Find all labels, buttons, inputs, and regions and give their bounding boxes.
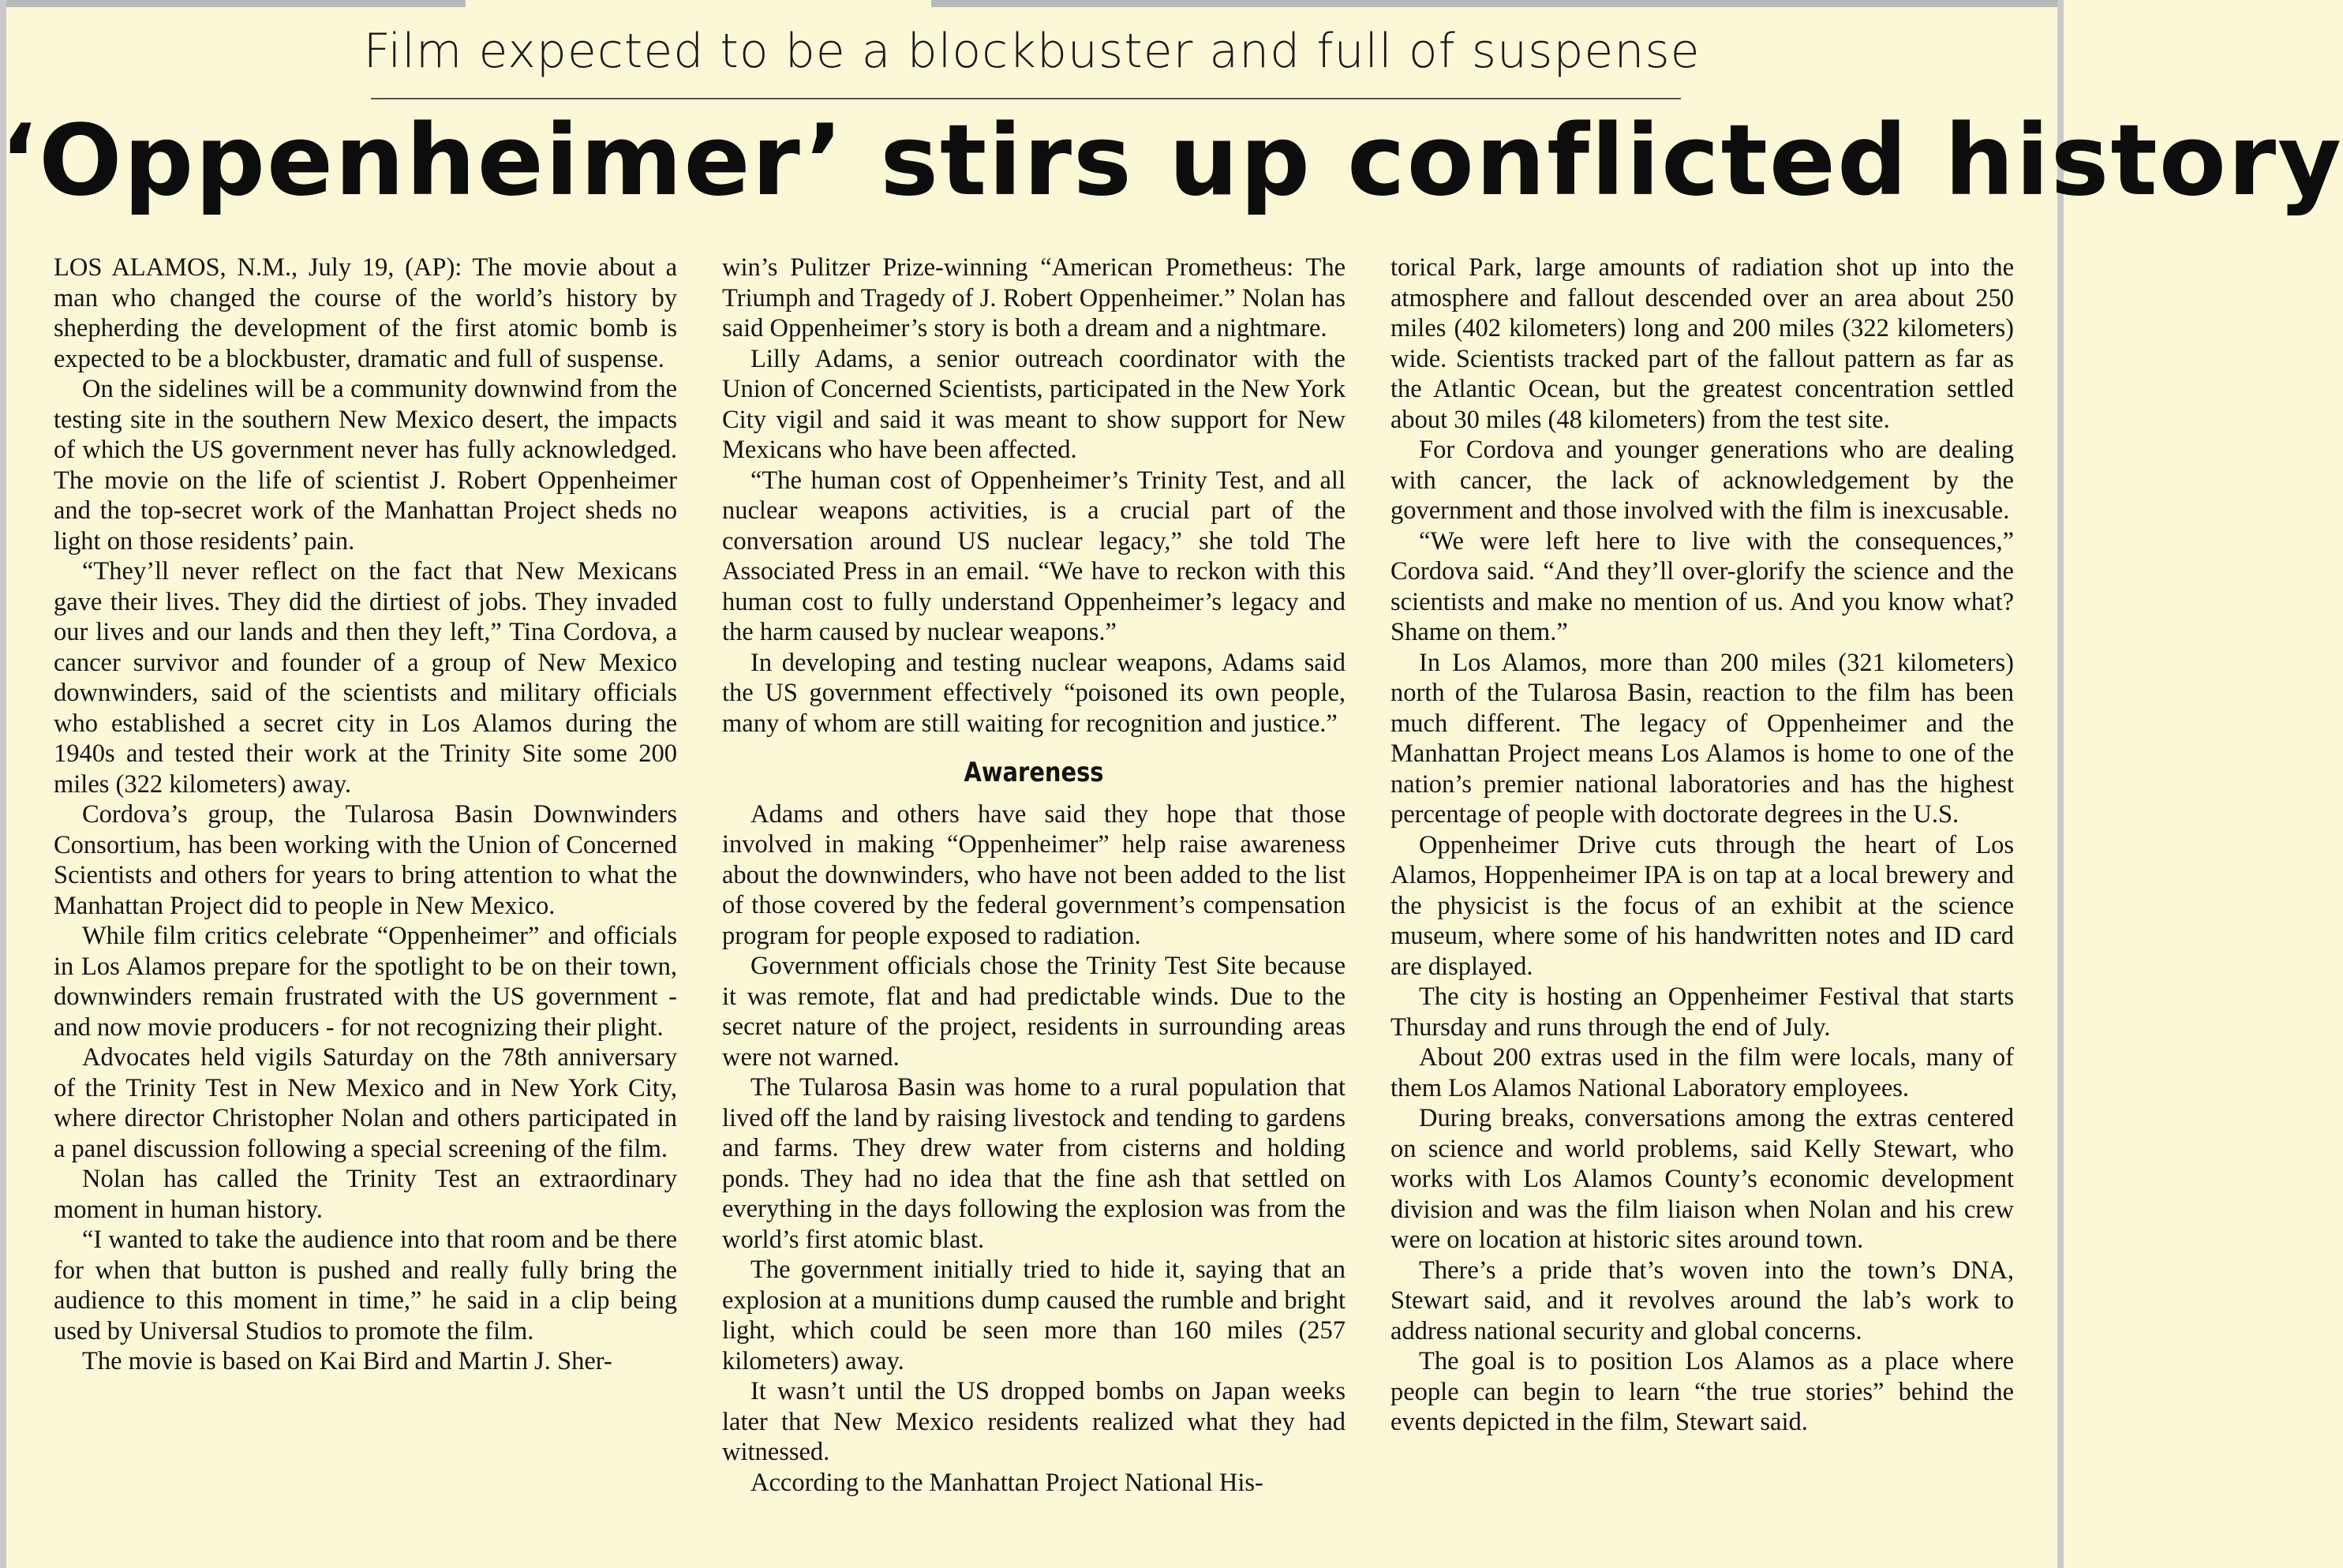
paragraph: During breaks, conversations among the extras centered on science and world problems, said Kelly Stewart, who works with Los Alamos County’s economic development division and was the film liaison when Nolan and his crew were on location at historic sites around town. [1390, 1104, 2014, 1254]
paragraph: The government initially tried to hide it, saying that an explosion at a munitions dump caused the rumble and bright light, which could be seen more than 160 miles (257 kilometers) away. [722, 1256, 1346, 1375]
paragraph: For Cordova and younger generations who are dealing with cancer, the lack of acknowledgement by the government and those involved with the film is inexcusable. [1390, 436, 2014, 525]
main-headline: ‘Oppenheimer’ stirs up conflicted history [0, 104, 2343, 218]
paragraph: Cordova’s group, the Tularosa Basin Downwinders Consortium, has been working with the Union of Concerned Scientists and others for years to bring attention to what the Manhattan Project did to people in New Mexico. [54, 800, 677, 920]
right-frame-border [2057, 0, 2064, 1568]
paragraph: Oppenheimer Drive cuts through the heart of Los Alamos, Hoppenheimer IPA is on tap at a local brewery and the physicist is the focus of an exhibit at the science museum, where some of his handwritten notes and ID card are displayed. [1390, 830, 2014, 981]
kicker-rule [371, 98, 1681, 99]
paragraph: Nolan has called the Trinity Test an extraordinary moment in human history. [54, 1165, 677, 1224]
article-column-3 [1390, 253, 2014, 1438]
paragraph: The goal is to position Los Alamos as a place where people can begin to learn “the true stories” behind the events depicted in the film, Stewart said. [1390, 1347, 2014, 1436]
paragraph: It wasn’t until the US dropped bombs on Japan weeks later that New Mexico residents realized what they had witnessed. [722, 1377, 1346, 1466]
paragraph: The Tularosa Basin was home to a rural population that lived off the land by raising livestock and tending to gardens and farms. They drew water from cisterns and holding ponds. They had no idea that the fine ash that settled on everything in the days following the explosion was from the world’s first atomic blast. [722, 1073, 1346, 1254]
paragraph: Government officials chose the Trinity Test Site because it was remote, flat and had predictable winds. Due to the secret nature of the project, residents in surrounding areas were not warned. [722, 952, 1346, 1072]
paragraph: While film critics celebrate “Oppenheimer” and officials in Los Alamos prepare for the spotlight to be on their town, downwinders remain frustrated with the US government - and now movie producers - for not recognizing their plight. [54, 922, 677, 1042]
paragraph: “The human cost of Oppenheimer’s Trinity Test, and all nuclear weapons activities, is a crucial part of the conversation around US nuclear legacy,” she told The Associated Press in an email. “We have to reckon with this human cost to fully understand Oppenheimer’s legacy and the harm caused by nuclear weapons.” [722, 466, 1346, 646]
paragraph: Advocates held vigils Saturday on the 78th anniversary of the Trinity Test in New Mexico and in New York City, where director Christopher Nolan and others participated in a panel discussion following a special screening of the film. [54, 1043, 677, 1163]
top-rule-right [931, 0, 2064, 7]
left-frame-border [0, 0, 6, 1568]
paragraph: The movie is based on Kai Bird and Martin J. Sher- [82, 1347, 612, 1375]
paragraph: win’s Pulitzer Prize-winning “American Prometheus: The Triumph and Tragedy of J. Robert Oppenheimer.” Nolan has said Oppenheimer’s story is both a dream and a nightmare. [722, 253, 1346, 342]
paragraph: About 200 extras used in the film were locals, many of them Los Alamos National Laboratory employees. [1390, 1043, 2014, 1102]
top-rule-left [0, 0, 466, 7]
paragraph: “I wanted to take the audience into that room and be there for when that button is pushed and really fully bring the audience to this moment in time,” he said in a clip being used by Universal Studios to promote the film. [54, 1226, 677, 1345]
paragraph: “They’ll never reflect on the fact that New Mexicans gave their lives. They did the dirtiest of jobs. They invaded our lives and our lands and then they left,” Tina Cordova, a cancer survivor and founder of a group of New Mexico downwinders, said of the scientists and military officials who established a secret city in Los Alamos during the 1940s and tested their work at the Trinity Site some 200 miles (322 kilometers) away. [54, 557, 677, 799]
paragraph: In developing and testing nuclear weapons, Adams said the US government effectively “poisoned its own people, many of whom are still waiting for recognition and justice.” [722, 648, 1346, 738]
article-column-1 [54, 253, 677, 1377]
paragraph: torical Park, large amounts of radiation shot up into the atmosphere and fallout descended over an area about 250 miles (402 kilometers) long and 200 miles (322 kilometers) wide. Scientists tracked part of the fallout pattern as far as the Atlantic Ocean, but the greatest concentration settled about 30 miles (48 kilometers) from the test site. [1390, 253, 2014, 434]
paragraph: The city is hosting an Oppenheimer Festival that starts Thursday and runs through the end of July. [1390, 982, 2014, 1042]
paragraph: There’s a pride that’s woven into the town’s DNA, Stewart said, and it revolves around the lab’s work to address national security and global concerns. [1390, 1256, 2014, 1345]
article-column-2 [722, 253, 1346, 1498]
paragraph: Adams and others have said they hope that those involved in making “Oppenheimer” help raise awareness about the downwinders, who have not been added to the list of those covered by the federal government’s compensation program for people exposed to radiation. [722, 799, 1346, 950]
paragraph: “We were left here to live with the consequences,” Cordova said. “And they’ll over-glorify the science and the scientists and make no mention of us. And you know what? Shame on them.” [1390, 526, 2014, 646]
section-subhead: Awareness [964, 757, 1104, 788]
paragraph: In Los Alamos, more than 200 miles (321 kilometers) north of the Tularosa Basin, reaction to the film has been much different. The legacy of Oppenheimer and the Manhattan Project means Los Alamos is home to one of the nation’s premier national laboratories and has the highest percentage of people with doctorate degrees in the U.S. [1390, 648, 2014, 829]
kicker-headline: Film expected to be a blockbuster and full of suspense [363, 24, 1701, 79]
paragraph: On the sidelines will be a community downwind from the testing site in the southern New Mexico desert, the impacts of which the US government never has fully acknowledged. The movie on the life of scientist J. Robert Oppenheimer and the top-secret work of the Manhattan Project sheds no light on those residents’ pain. [54, 375, 677, 556]
paragraph: According to the Manhattan Project National His- [750, 1468, 1263, 1497]
paragraph: LOS ALAMOS, N.M., July 19, (AP): The movie about a man who changed the course of the world’s history by shepherding the development of the first atomic bomb is expected to be a blockbuster, dramatic and full of suspense. [54, 253, 677, 373]
paragraph: Lilly Adams, a senior outreach coordinator with the Union of Concerned Scientists, participated in the New York City vigil and said it was meant to show support for New Mexicans who have been affected. [722, 344, 1346, 464]
